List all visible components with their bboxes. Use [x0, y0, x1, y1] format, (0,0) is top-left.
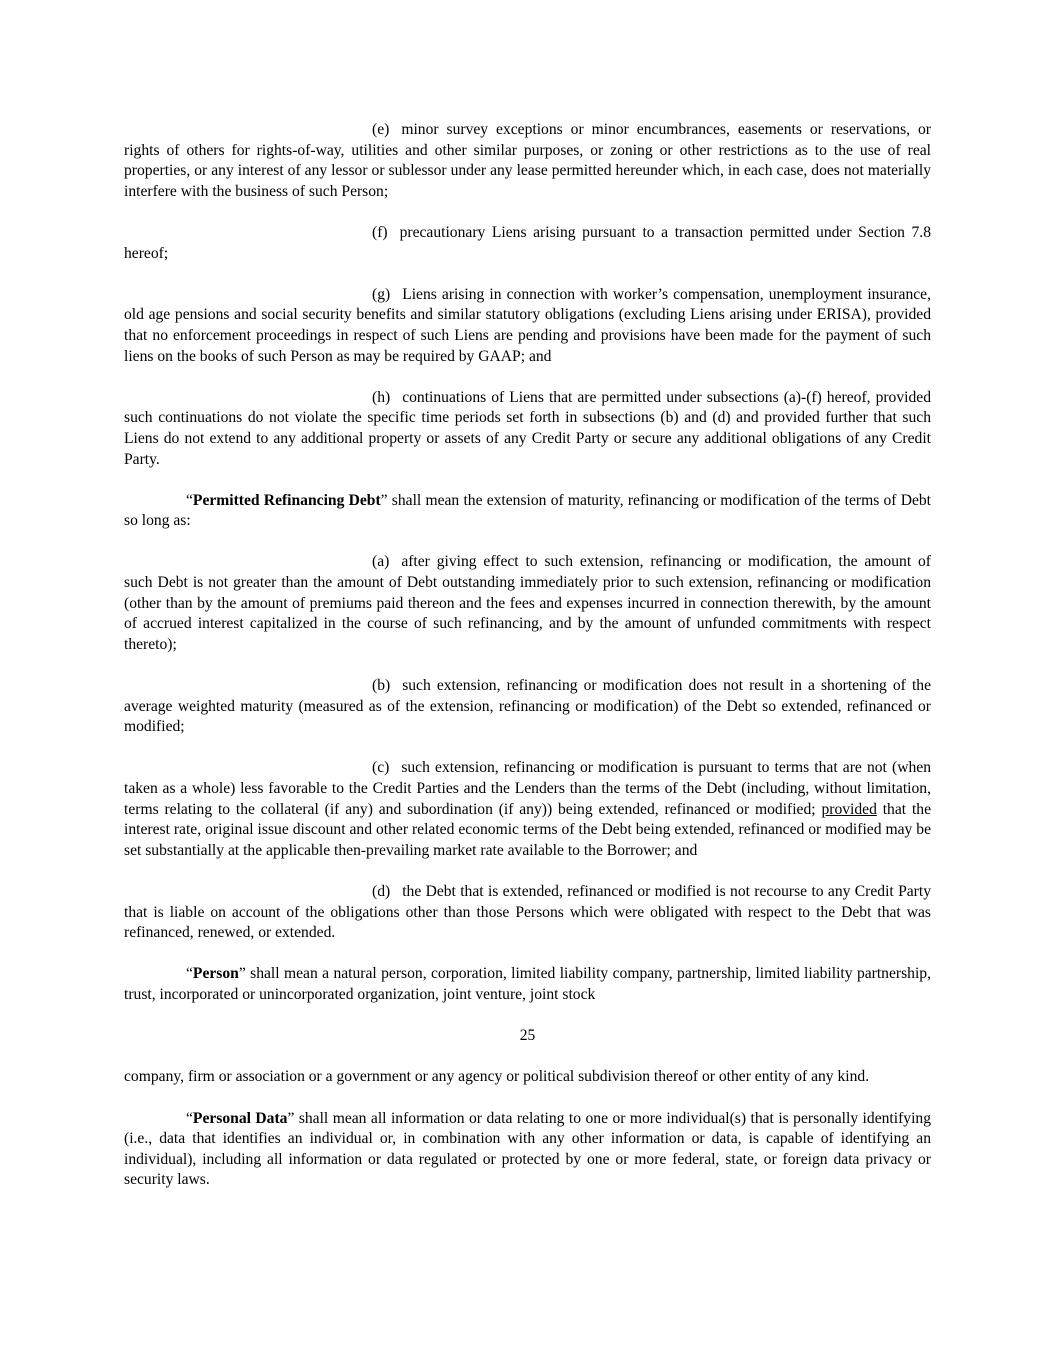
defined-term: Permitted Refinancing Debt — [192, 491, 381, 509]
close-quote: ” — [380, 491, 388, 509]
clause-a — [124, 552, 931, 655]
clause-label: (f) — [372, 223, 388, 241]
page-number: 25 — [519, 1027, 536, 1045]
clause-f — [124, 223, 931, 264]
provided-underlined: provided — [821, 800, 877, 818]
defined-term: Person — [192, 965, 239, 983]
close-quote: ” — [238, 965, 246, 983]
clause-label: (d) — [372, 882, 391, 900]
clause-text: after giving effect to such extension, refinancing or modification, the amount of such Debt is not greater than the amount of Debt outstanding immediately prior to such extension, refinancing or modification (other than by the amount of premiums paid thereon and the fees and expenses incurred in connection therewith, by the amount of accrued interest capitalized in the course of such refinancing, and by the amount of unfunded commitments with respect thereto); — [124, 553, 931, 653]
clause-label: (c) — [372, 759, 390, 777]
clause-d — [124, 882, 931, 944]
definition-personal-data — [124, 1109, 931, 1191]
clause-c — [124, 758, 931, 861]
clause-e — [124, 120, 931, 202]
clause-g — [124, 285, 931, 367]
clause-text: minor survey exceptions or minor encumbrances, easements or reservations, or rights of others for rights-of-way, utilities and other similar purposes, or zoning or other restrictions as to the use of real properties, or any interest of any lessor or sublessor under any lease permitted hereunder which, in each case, does not materially interfere with the business of such Person; — [124, 121, 931, 200]
clause-text: Liens arising in connection with worker’s compensation, unemployment insurance, old age pensions and social security benefits and similar statutory obligations (excluding Liens arising under ERISA), provided that no enforcement proceedings in respect of such Liens are pending and provisions have been made for the payment of such liens on the books of such Person as may be required by GAAP; and — [124, 285, 931, 365]
definition-person — [124, 964, 931, 1005]
definition-text: shall mean all information or data relating to one or more individual(s) that is personally identifying (i.e., data that identifies an individual or, in combination with any other information or data, is capable of identifying an individual), including all information or data regulated or protected by one or more federal, state, or foreign data privacy or security laws. — [124, 1109, 931, 1189]
clause-text: precautionary Liens arising pursuant to a transaction permitted under Section 7.8 hereof; — [124, 223, 931, 262]
document-body — [124, 120, 931, 1211]
clause-text: such extension, refinancing or modification is pursuant to terms that are not (when taken as a whole) less favorable to the Credit Parties and the Lenders than the terms of the Debt (including, without limitation, terms relating to the collateral (if any) and subordination (if any)) being extended, refinanced or modified; — [124, 759, 931, 818]
clause-h — [124, 388, 931, 470]
clause-label: (g) — [372, 285, 391, 303]
close-quote: ” — [287, 1109, 295, 1127]
definition-person-continuation: company, firm or association or a government or any agency or political subdivision thereof or other entity of any kind. — [124, 1068, 870, 1086]
defined-term: Personal Data — [192, 1109, 288, 1127]
clause-label: (e) — [372, 121, 390, 138]
clause-label: (b) — [372, 677, 391, 695]
clause-text-continued: that the interest rate, original issue discount and other related economic terms of the Debt being extended, refinanced or modified may be set substantially at the applicable then-prevailing market rate available to the Borrower; and — [124, 800, 932, 859]
definition-text: shall mean a natural person, corporation, limited liability company, partnership, limited liability partnership, trust, incorporated or unincorporated organization, joint venture, joint stock — [124, 965, 931, 1003]
clause-label: (h) — [372, 388, 391, 406]
clause-b — [124, 676, 931, 738]
clause-text: such extension, refinancing or modification does not result in a shortening of the average weighted maturity (measured as of the extension, refinancing or modification) of the Debt so extended, refinanced or modified; — [124, 677, 931, 736]
clause-text: continuations of Liens that are permitted under subsections (a)-(f) hereof, provided such continuations do not violate the specific time periods set forth in subsections (b) and (d) and provided further that such Liens do not extend to any additional property or assets of any Credit Party or secure any additional obligations of any Credit Party. — [124, 388, 931, 468]
clause-text: the Debt that is extended, refinanced or modified is not recourse to any Credit Party that is liable on account of the obligations other than those Persons which were obligated with respect to the Debt that was refinanced, renewed, or extended. — [124, 882, 931, 942]
open-quote: “ — [186, 491, 193, 509]
clause-label: (a) — [372, 553, 390, 571]
open-quote: “ — [186, 965, 193, 983]
definition-permitted-refinancing-debt — [124, 491, 931, 532]
open-quote: “ — [186, 1109, 193, 1127]
definition-text: shall mean the extension of maturity, refinancing or modification of the terms of Debt so long as: — [124, 491, 932, 530]
